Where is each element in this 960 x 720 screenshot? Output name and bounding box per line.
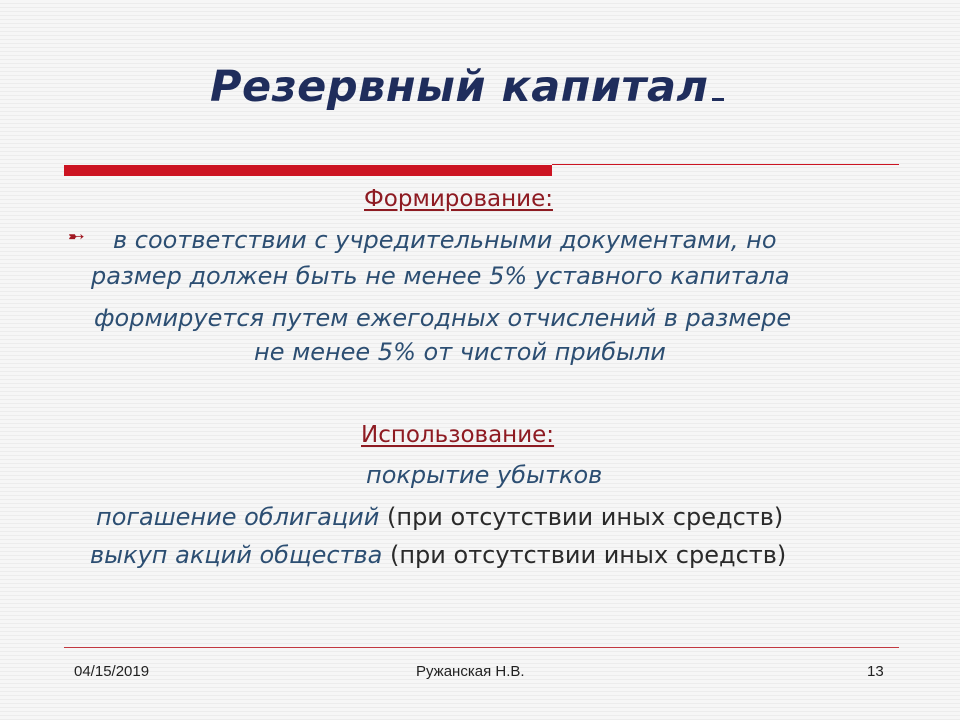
- formation-item-1-line-1: в соответствии с учредительными документами, но: [113, 226, 777, 254]
- footer-page-number: 13: [867, 663, 884, 680]
- usage-item-3: [90, 541, 786, 569]
- slide-title-text: Резервный капитал: [210, 62, 709, 112]
- title-divider-thin: [552, 164, 899, 165]
- usage-item-3-text: выкуп акций общества: [90, 541, 383, 569]
- usage-item-2: [96, 503, 783, 531]
- arrow-bullet-icon: ➸: [68, 224, 85, 248]
- formation-item-2-line-2: не менее 5% от чистой прибыли: [254, 338, 666, 366]
- footer-author: Ружанская Н.В.: [416, 663, 525, 680]
- usage-item-3-note: (при отсутствии иных средств): [390, 541, 787, 569]
- usage-heading: Использование:: [361, 422, 555, 448]
- formation-item-1-line-2: размер должен быть не менее 5% уставного капитала: [91, 262, 790, 290]
- footer-date: 04/15/2019: [74, 663, 150, 680]
- formation-item-2-line-1: формируется путем ежегодных отчислений в размере: [94, 304, 792, 332]
- usage-item-2-note: (при отсутствии иных средств): [387, 503, 784, 531]
- usage-item-2-text: погашение облигаций: [96, 503, 380, 531]
- formation-heading: Формирование:: [364, 186, 553, 212]
- usage-item-1-text: покрытие убытков: [366, 461, 603, 489]
- footer-divider: [64, 647, 899, 648]
- slide-title: [210, 62, 724, 112]
- title-divider-thick: [64, 165, 552, 176]
- title-underscore: [712, 98, 724, 101]
- usage-item-1: [366, 461, 602, 489]
